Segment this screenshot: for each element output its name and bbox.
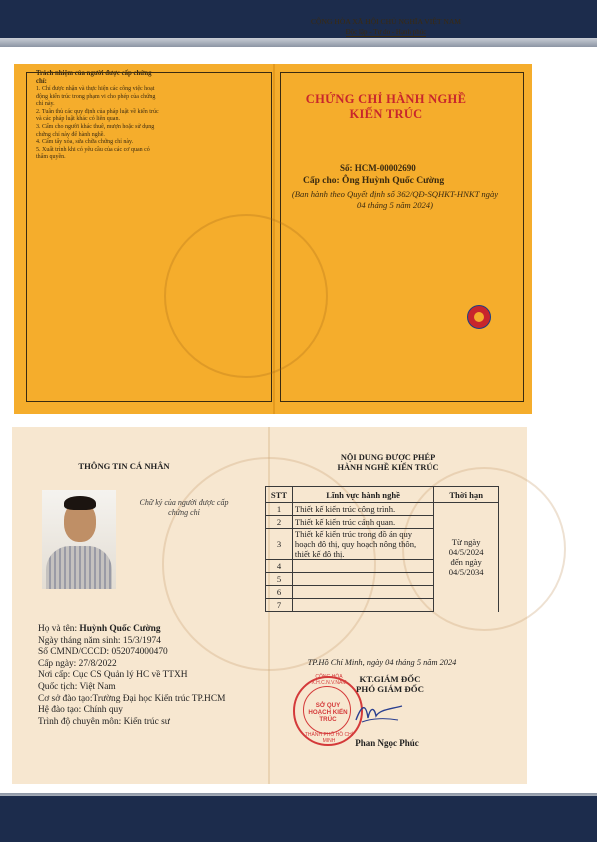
program-label: Hệ đào tạo: xyxy=(38,705,82,716)
issue-date-value: 27/8/2022 xyxy=(78,658,117,669)
degree-label: Trình độ chuyên môn: xyxy=(38,716,122,727)
responsibility-item: 3. Cấm cho người khác thuê, mượn hoặc sử dụng chứng chỉ này để hành nghề. xyxy=(36,123,155,138)
row-field xyxy=(292,560,433,573)
responsibility-item: 1. Chỉ được nhận và thực hiện các công việc hoạt động kiến trúc trong phạm vi cho phép của chứng chỉ này. xyxy=(36,86,156,108)
signing-date: TP.Hồ Chí Minh, ngày 04 tháng 5 năm 2024 xyxy=(307,658,457,667)
row-field: Thiết kế kiến trúc trong đồ án quy hoạch đô thị, quy hoạch nông thôn, thiết kế đô thị. xyxy=(292,529,433,560)
term-from-value: 04/5/2024 xyxy=(448,547,484,558)
nation-motto xyxy=(272,28,500,36)
term-to-label: đến ngày xyxy=(450,557,482,568)
issued-to: Cấp cho: Ông Huỳnh Quốc Cường xyxy=(303,176,445,186)
title-line-2: KIẾN TRÚC xyxy=(349,107,423,121)
dob-label: Ngày tháng năm sinh: xyxy=(38,635,121,646)
id-label: Số CMND/CCCD: xyxy=(38,647,110,658)
title-line-1: CHỨNG CHỈ HÀNH NGHỀ xyxy=(305,92,467,106)
table-row xyxy=(266,503,499,516)
term-from-label: Từ ngày xyxy=(451,537,481,548)
row-field: Thiết kế kiến trúc công trình. xyxy=(292,503,433,516)
row-field xyxy=(292,599,433,612)
dob-value: 15/3/1974 xyxy=(122,635,161,646)
emblem-watermark xyxy=(164,214,328,378)
signer-title-line-2: PHÓ GIÁM ĐỐC xyxy=(356,684,424,694)
school-label: Cơ sở đào tạo: xyxy=(38,693,93,704)
row-stt: 7 xyxy=(266,599,293,612)
responsibility-item: 5. Xuất trình khi có yêu cầu của các cơ quan có thẩm quyền. xyxy=(36,146,150,161)
column-header-term: Thời hạn xyxy=(434,487,499,503)
row-field: Thiết kế kiến trúc cảnh quan. xyxy=(292,516,433,529)
bottom-band xyxy=(0,796,597,842)
nation-heading: CỘNG HÒA XÃ HỘI CHỦ NGHĨA VIỆT NAM xyxy=(310,17,462,26)
certificate-number: Số: HCM-00002690 xyxy=(340,163,416,173)
top-band-stripe xyxy=(0,38,597,47)
nationality-row xyxy=(38,682,225,694)
id-row xyxy=(38,647,225,659)
responsibility-item: 4. Cấm tẩy xóa, sửa chữa chứng chỉ này. xyxy=(36,139,134,146)
issue-place-row xyxy=(38,670,225,682)
issue-place-label: Nơi cấp: xyxy=(38,670,71,681)
stamp-top-text: CỘNG HÒA X.H.C.N.V.NAM xyxy=(311,674,347,686)
issue-place-value: Cục CS Quản lý HC về TTXH xyxy=(72,670,188,681)
row-stt: 2 xyxy=(266,516,293,529)
decision-reference: (Ban hành theo Quyết định số 362/QĐ-SQHKT-HNKT ngày 04 tháng 5 năm 2024) xyxy=(291,189,499,210)
row-stt: 1 xyxy=(266,503,293,516)
logo-seal-icon xyxy=(467,305,491,329)
nationality-value: Việt Nam xyxy=(79,681,116,692)
degree-value: Kiến trúc sư xyxy=(123,716,170,727)
nationality-label: Quốc tịch: xyxy=(38,681,78,692)
permit-title-line-2: HÀNH NGHỀ KIẾN TRÚC xyxy=(337,463,439,472)
column-header-field: Lĩnh vực hành nghề xyxy=(292,487,433,503)
row-stt: 3 xyxy=(266,529,293,560)
permit-title xyxy=(268,453,508,473)
column-header-stt: STT xyxy=(266,487,293,503)
responsibilities-block xyxy=(36,70,161,162)
issue-date-row xyxy=(38,659,225,671)
permit-table xyxy=(265,486,499,612)
term-to-value: 04/5/2034 xyxy=(448,567,484,578)
stamp-bottom-text: THÀNH PHỐ HỒ CHÍ MINH xyxy=(304,732,354,744)
personal-info-title: THÔNG TIN CÁ NHÂN xyxy=(78,461,170,471)
issue-date-label: Cấp ngày: xyxy=(38,658,77,669)
signer-name: Phan Ngọc Phúc xyxy=(355,738,419,748)
signer-title-line-1: KT.GIÁM ĐỐC xyxy=(359,674,421,684)
program-row xyxy=(38,705,225,717)
school-row xyxy=(38,694,225,706)
signer-title xyxy=(300,674,480,694)
id-value: 052074000470 xyxy=(111,647,168,658)
name-row xyxy=(38,624,225,636)
school-value: Trường Đại học Kiến trúc TP.HCM xyxy=(92,693,226,704)
dob-row xyxy=(38,636,225,648)
row-field xyxy=(292,573,433,586)
personal-info-list xyxy=(38,624,225,728)
name-value: Huỳnh Quốc Cường xyxy=(79,624,161,634)
holder-signature-note: Chữ ký của người được cấp chứng chỉ xyxy=(139,498,229,517)
row-stt: 5 xyxy=(266,573,293,586)
degree-row xyxy=(38,717,225,729)
program-value: Chính quy xyxy=(83,705,123,716)
responsibilities-title: Trách nhiệm của người được cấp chứng chỉ: xyxy=(36,70,152,85)
stamp-center-text: SỞ QUY HOẠCH KIẾN TRÚC xyxy=(308,702,348,723)
handwritten-signature xyxy=(352,700,406,726)
table-header-row xyxy=(266,487,499,503)
row-stt: 4 xyxy=(266,560,293,573)
responsibility-item: 2. Tuân thủ các quy định của pháp luật về kiến trúc và các pháp luật khác có liên quan. xyxy=(36,108,159,123)
permit-title-line-1: NỘI DUNG ĐƯỢC PHÉP xyxy=(340,453,436,462)
term-cell xyxy=(434,503,499,612)
row-field xyxy=(292,586,433,599)
row-stt: 6 xyxy=(266,586,293,599)
name-label: Họ và tên: xyxy=(38,624,78,634)
certificate-title xyxy=(272,92,500,122)
holder-photo xyxy=(42,490,116,589)
motto-text: Độc lập - Tự do - Hạnh phúc xyxy=(345,28,427,36)
